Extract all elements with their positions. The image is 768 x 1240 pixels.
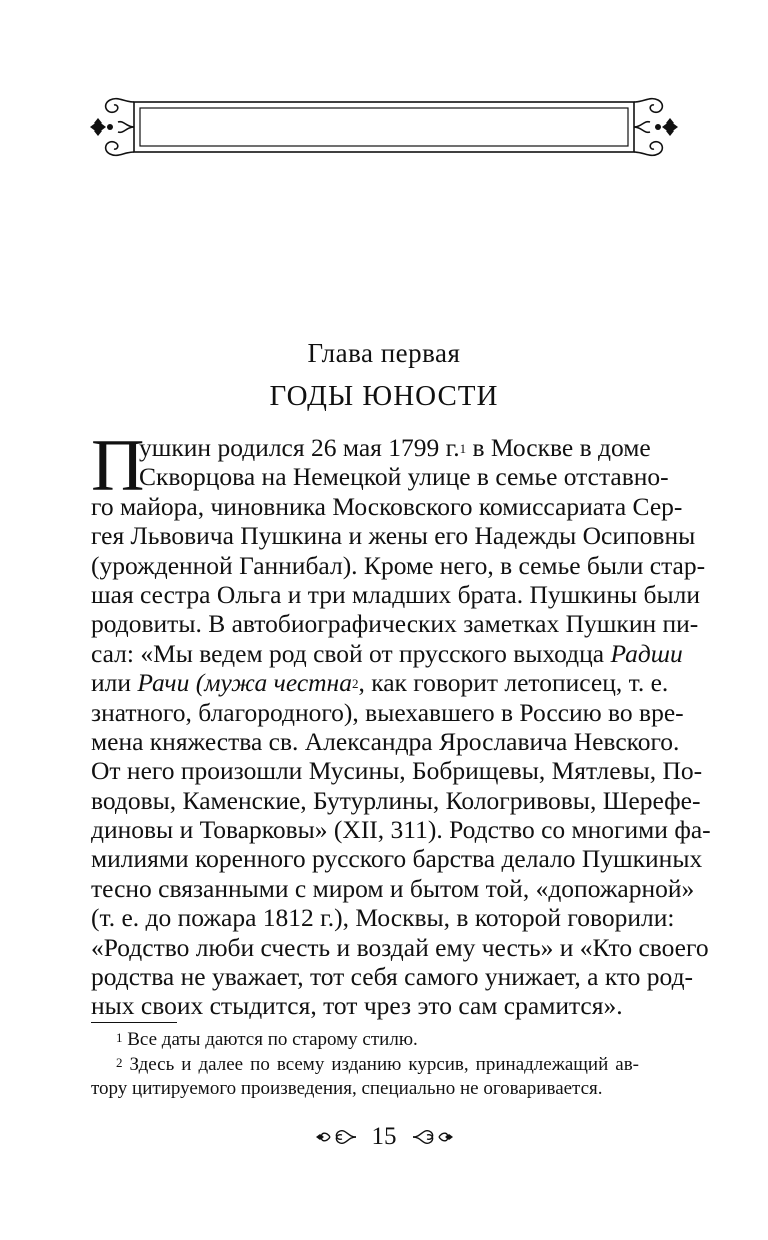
text-line: сал: «Мы ведем род свой от прусского выходца Радши <box>91 638 683 668</box>
text-line: «Родство люби счесть и воздай ему честь» и «Кто своего <box>91 932 709 962</box>
footnote-ref[interactable]: 1 <box>459 441 467 456</box>
footnote-divider <box>91 1022 177 1023</box>
chapter-title: ГОДЫ ЮНОСТИ <box>269 380 499 412</box>
text-line: Скворцова на Немецкой улице в семье отставно- <box>139 462 669 492</box>
decorative-frame <box>88 92 680 162</box>
footnote-1: $^1$ Все даты даются по старому стилю. <box>116 1029 418 1050</box>
text-line: (т. е. до пожара 1812 г.), Москвы, в которой говорили: <box>91 903 675 933</box>
footnote-2-continued: тору цитируемого произведения, специально не оговаривается. <box>91 1078 603 1099</box>
text-line: (урожденной Ганнибал). Кроме него, в семье были стар- <box>91 550 706 580</box>
text-line: родства не уважает, тот себя самого унижает, а кто род- <box>91 962 694 992</box>
text-line: милиями коренного русского барства делало Пушкиных <box>91 844 703 874</box>
text-line: родовиты. В автобиографических заметках Пушкин пи- <box>91 609 699 639</box>
right-ornament-icon <box>411 1125 453 1149</box>
text-line: ных своих стыдится, тот чрез это сам срамится». <box>91 991 623 1021</box>
italic-quote: Рачи (мужа честна <box>137 668 352 698</box>
left-ornament-icon <box>316 1125 358 1149</box>
text-line: го майора, чиновника Московского комиссариата Сер- <box>91 491 683 521</box>
text-line: тесно связанными с миром и бытом той, «допожарной» <box>91 873 695 903</box>
text-line: диновы и Товарковы» (XII, 311). Родство со многими фа- <box>91 815 711 845</box>
text-line: водовы, Каменские, Бутурлины, Кологривовы, Шерефе- <box>91 785 701 815</box>
text-line: знатного, благородного), выехавшего в Россию во вре- <box>91 697 684 727</box>
text-line: мена княжества св. Александра Ярославича Невского. <box>91 726 680 756</box>
drop-cap: П <box>91 425 145 507</box>
italic-name: Радши <box>610 638 683 668</box>
text-line: ушкин родился 26 мая 1799 г.$^1$ в Москве в доме <box>139 433 651 462</box>
text-line: От него произошли Мусины, Бобрищевы, Мятлевы, По- <box>91 756 703 786</box>
text-line: или Рачи (мужа честна$^2$, как говорит летописец, т. е. <box>91 668 669 698</box>
chapter-label: Глава первая <box>307 338 461 368</box>
footnotes <box>91 1028 639 1102</box>
footnote-ref[interactable]: 2 <box>351 676 359 692</box>
page-footer <box>0 1122 768 1152</box>
footnote-2: $^2$ Здесь и далее по всему изданию курсив, принадлежащий ав- <box>116 1053 639 1075</box>
page-number: 15 <box>371 1123 397 1150</box>
text-line: гея Львовича Пушкина и жены его Надежды Осиповны <box>91 521 696 551</box>
text-line: шая сестра Ольга и три младших брата. Пушкины были <box>91 579 700 609</box>
body-text <box>91 425 711 1021</box>
